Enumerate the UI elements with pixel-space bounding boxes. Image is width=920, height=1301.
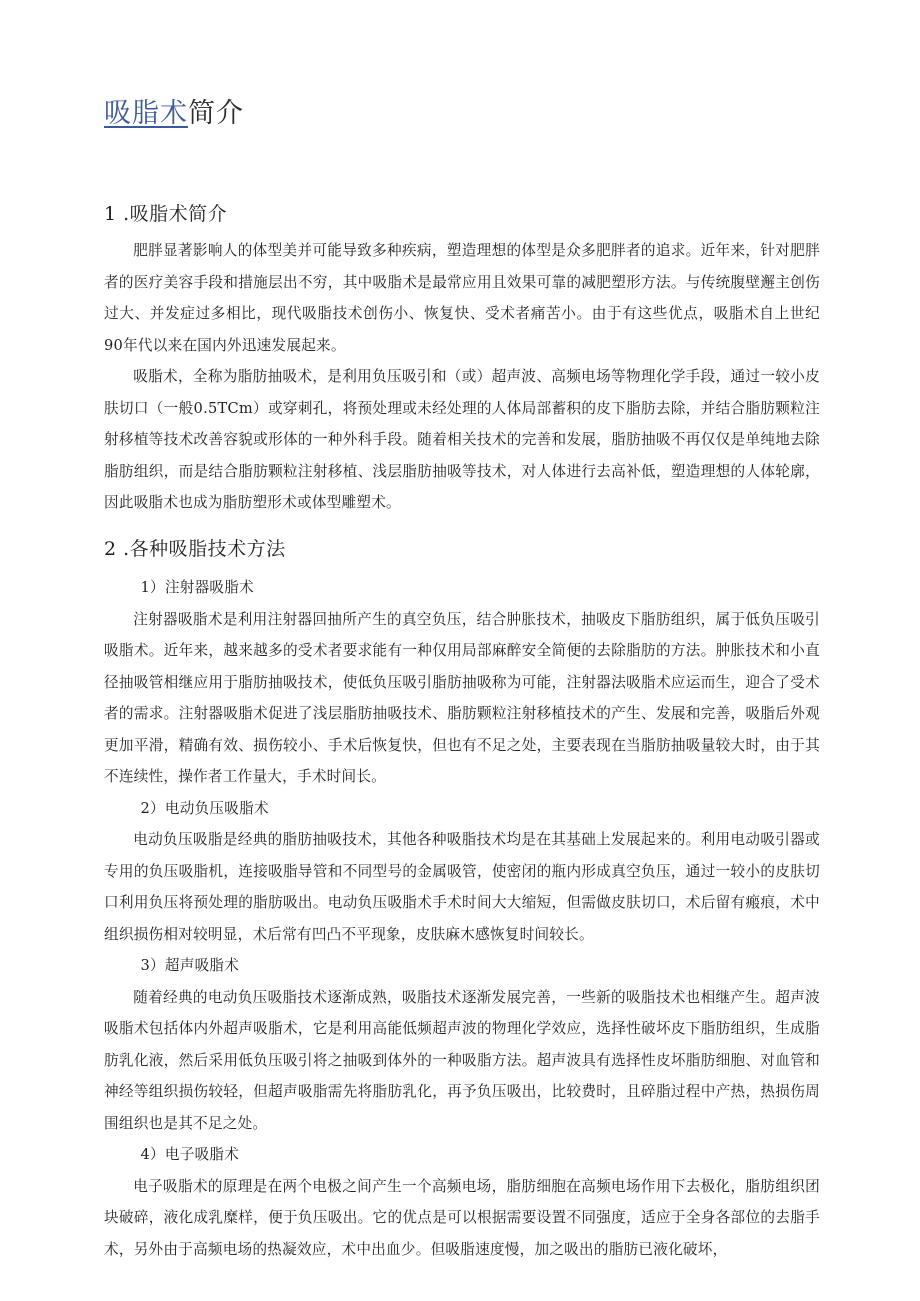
section-1-heading: 1 .吸脂术简介: [104, 203, 228, 225]
document-title-rest: 简介: [188, 98, 244, 129]
document-title: [104, 94, 244, 134]
section-2-body: [104, 572, 820, 1265]
section-1-paragraph-1: 肥胖显著影响人的体型美并可能导致多种疾病，塑造理想的体型是众多肥胖者的追求。近年来，针对肥胖者的医疗美容手段和措施层出不穷，其中吸脂术是最常应用且效果可靠的减肥塑形方法。与传统腹壁邂主创伤过大、并发症过多相比，现代吸脂技术创伤小、恢复快、受术者痛苦小。由于有这些优点，吸脂术自上世纪90年代以来在国内外迅速发展起来。: [104, 242, 820, 354]
document-title-highlight: 吸脂术: [104, 98, 188, 129]
section-1-paragraph-2: 吸脂术，全称为脂肪抽吸术，是利用负压吸引和（或）超声波、高频电场等物理化学手段，通过一较小皮肤切口（一般0.5TCm）或穿刺孔，将预处理或未经处理的人体局部蓄积的皮下脂肪去除，并结合脂肪颗粒注射移植等技术改善容貌或形体的一种外科手段。随着相关技术的完善和发展，脂肪抽吸不再仅仅是单纯地去除脂肪组织，而是结合脂肪颗粒注射移植、浅层脂肪抽吸等技术，对人体进行去高补低，塑造理想的人体轮廓，因此吸脂术也成为脂肪塑形术或体型雕塑术。: [104, 368, 820, 511]
subsection-3-paragraph: 随着经典的电动负压吸脂技术逐渐成熟，吸脂技术逐渐发展完善，一些新的吸脂技术也相继产生。超声波吸脂术包括体内外超声吸脂术，它是利用高能低频超声波的物理化学效应，选择性破坏皮下脂肪组织，生成脂肪乳化液，然后采用低负压吸引将之抽吸到体外的一种吸脂方法。超声波具有选择性皮坏脂肪细胞、对血管和神经等组织损伤较轻，但超声吸脂需先将脂肪乳化，再予负压吸出，比较费时，且碎脂过程中产热，热损伤周围组织也是其不足之处。: [104, 988, 820, 1132]
subsection-1-paragraph: 注射器吸脂术是利用注射器回抽所产生的真空负压，结合肿胀技术，抽吸皮下脂肪组织，属于低负压吸引吸脂术。近年来，越来越多的受术者要求能有一种仅用局部麻醉安全简便的去除脂肪的方法。肿胀技术和小直径抽吸管相继应用于脂肪抽吸技术，使低负压吸引脂肪抽吸称为可能，注射器法吸脂术应运而生，迎合了受术者的需求。注射器吸脂术促进了浅层脂肪抽吸技术、脂肪颗粒注射移植技术的产生、发展和完善，吸脂后外观更加平滑，精确有效、损伤较小、手术后恢复快，但也有不足之处，主要表现在当脂肪抽吸量较大时，由于其不连续性，操作者工作量大，手术时间长。: [104, 610, 820, 785]
subsection-2-heading: 2）电动负压吸脂术: [140, 799, 269, 817]
section-1-body: [104, 235, 820, 519]
subsection-4-paragraph: 电子吸脂术的原理是在两个电极之间产生一个高频电场，脂肪细胞在高频电场作用下去极化，脂肪组织团块破碎，液化成乳糜样，便于负压吸出。它的优点是可以根据需要设置不同强度，适应于全身各部位的去脂手术，另外由于高频电场的热凝效应，术中出血少。但吸脂速度慢，加之吸出的脂肪已液化破坏，: [104, 1177, 820, 1258]
subsection-1-heading: 1）注射器吸脂术: [140, 579, 254, 596]
section-2-heading: 2 .各种吸脂技术方法: [104, 538, 286, 560]
subsection-2-paragraph: 电动负压吸脂是经典的脂肪抽吸技术，其他各种吸脂技术均是在其基础上发展起来的。利用电动吸引器或专用的负压吸脂机，连接吸脂导管和不同型号的金属吸管，使密闭的瓶内形成真空负压，通过一较小的皮肤切口利用负压将预处理的脂肪吸出。电动负压吸脂术手术时间大大缩短，但需做皮肤切口，术后留有瘢痕，术中组织损伤相对较明显，术后常有凹凸不平现象，皮肤麻木感恢复时间较长。: [104, 831, 820, 943]
subsection-3-heading: 3）超声吸脂术: [140, 957, 240, 974]
subsection-4-heading: 4）电子吸脂术: [140, 1146, 240, 1163]
